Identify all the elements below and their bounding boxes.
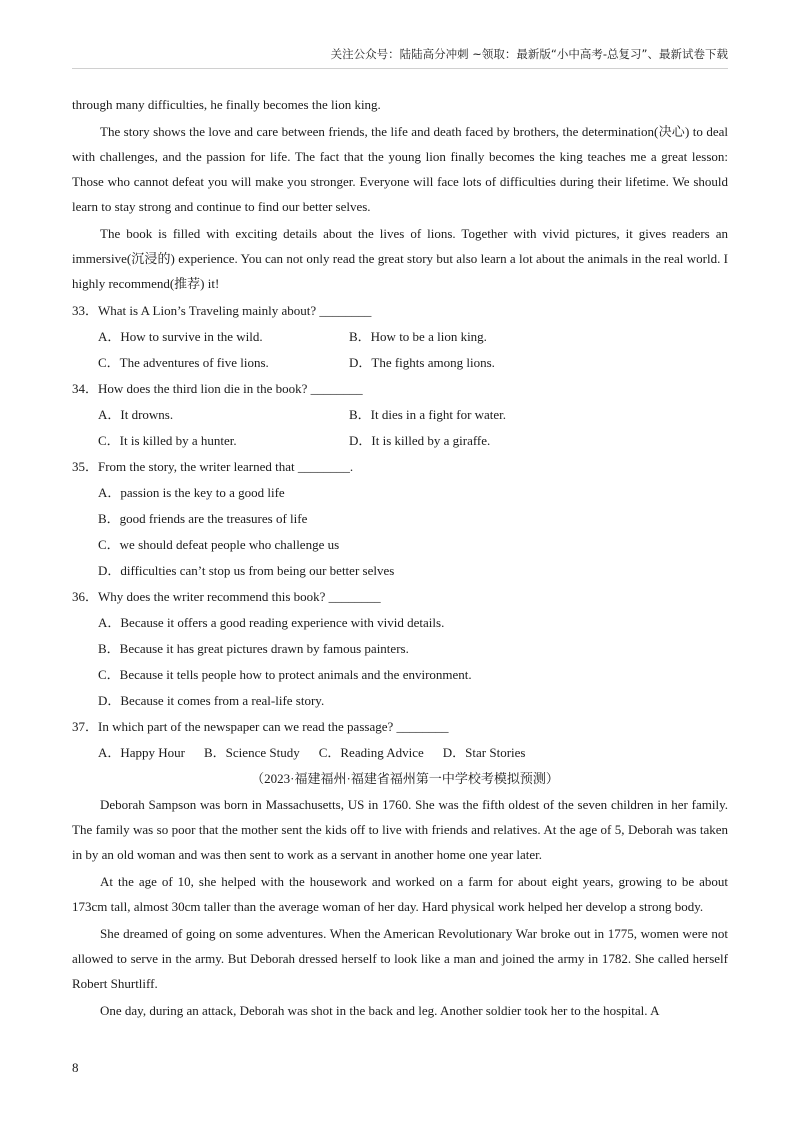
- option-a: A．Happy Hour: [98, 745, 186, 760]
- question-text: 34．How does the third lion die in the book? ________: [72, 381, 363, 396]
- option-b: B．It dies in a fight for water.: [349, 407, 507, 422]
- paragraph: One day, during an attack, Deborah was shot in the back and leg. Another soldier took her to the hospital. A: [100, 1003, 660, 1018]
- paragraph: Deborah Sampson was born in Massachusetts, US in 1760. She was the fifth oldest of the seven children in her family. The family was so poor that the mother sent the kids off to live with friends and relatives. At the age of 5, Deborah was taken in by an old woman and was then sent to work as a servant in another home one year later.: [72, 797, 728, 862]
- option-c: C．Reading Advice: [318, 745, 424, 760]
- question-34: [72, 376, 728, 454]
- options: [72, 402, 728, 454]
- option-a: A．It drowns.: [98, 407, 174, 422]
- option-d: D．difficulties can’t stop us from being our better selves: [98, 563, 395, 578]
- question-text: 37．In which part of the newspaper can we read the passage? ________: [72, 719, 449, 734]
- option-c: C．The adventures of five lions.: [98, 355, 269, 370]
- question-33: [72, 298, 728, 376]
- paragraph: She dreamed of going on some adventures. When the American Revolutionary War broke out in 1775, women were not allowed to serve in the army. But Deborah dressed herself to look like a man and joined the army in 1782. She called herself Robert Shurtliff.: [72, 926, 728, 991]
- option-b: B．Because it has great pictures drawn by famous painters.: [98, 641, 409, 656]
- option-b: B．good friends are the treasures of life: [98, 511, 308, 526]
- document-body: [72, 92, 728, 1025]
- question-text: 36．Why does the writer recommend this book? ________: [72, 589, 381, 604]
- option-d: D．It is killed by a giraffe.: [349, 433, 491, 448]
- paragraph: The story shows the love and care between friends, the life and death faced by brothers, the determination(决心) to deal with challenges, and the passion for life. The fact that the young lion finally becomes the king teaches me a great lesson: Those who cannot defeat you will make you stronger. Everyone will face lots of difficulties during their lifetime. We should learn to stay strong and continue to find our better selves.: [72, 124, 728, 214]
- question-35: [72, 454, 728, 584]
- header-divider: [72, 68, 728, 69]
- option-a: A．Because it offers a good reading experience with vivid details.: [98, 615, 445, 630]
- question-text: 35．From the story, the writer learned that ________.: [72, 459, 354, 474]
- page-header: 关注公众号：陆陆高分冲刺 ~领取：最新版“小中高考-总复习”、最新试卷下载: [330, 47, 728, 61]
- option-b: B．How to be a lion king.: [349, 329, 487, 344]
- option-b: B．Science Study: [204, 745, 300, 760]
- option-c: C．It is killed by a hunter.: [98, 433, 237, 448]
- paragraph: At the age of 10, she helped with the housework and worked on a farm for about eight years, growing to be about 173cm tall, almost 30cm taller than the average woman of her day. Hard physical work helped her develop a strong body.: [72, 874, 728, 914]
- option-d: D．The fights among lions.: [349, 355, 495, 370]
- question-37: [72, 714, 728, 766]
- options: [72, 740, 728, 766]
- question-36: [72, 584, 728, 714]
- option-d: D．Star Stories: [442, 745, 526, 760]
- option-a: A．passion is the key to a good life: [98, 485, 285, 500]
- passage-source: （2023·福建福州·福建省福州第一中学校考模拟预测）: [251, 771, 559, 786]
- option-d: D．Because it comes from a real-life story.: [98, 693, 325, 708]
- paragraph: The book is filled with exciting details about the lives of lions. Together with vivid pictures, it gives readers an immersive(沉浸的) experience. You can not only read the great story but also learn a lot about the animals in the real world. I highly recommend(推荐) it!: [72, 226, 728, 291]
- options: [72, 610, 728, 714]
- option-a: A．How to survive in the wild.: [98, 329, 263, 344]
- option-c: C．we should defeat people who challenge us: [98, 537, 340, 552]
- option-c: C．Because it tells people how to protect animals and the environment.: [98, 667, 472, 682]
- options: [72, 480, 728, 584]
- question-text: 33．What is A Lion’s Traveling mainly about? ________: [72, 303, 372, 318]
- paragraph: through many difficulties, he finally becomes the lion king.: [72, 97, 381, 112]
- options: [72, 324, 728, 376]
- page-number: 8: [72, 1060, 79, 1075]
